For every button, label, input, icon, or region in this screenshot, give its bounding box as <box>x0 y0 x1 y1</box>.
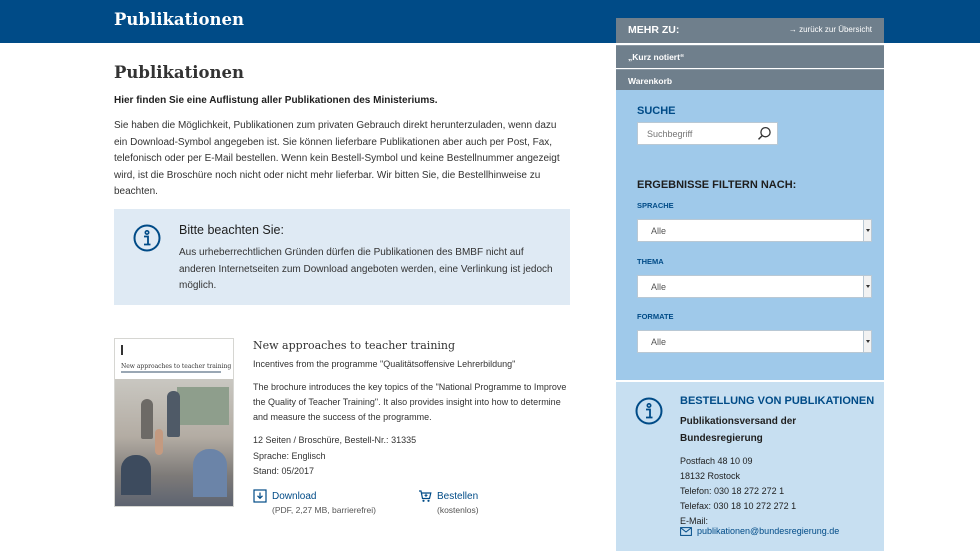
download-label[interactable]: Download <box>272 490 317 502</box>
sidebar-item-label[interactable]: „Kurz notiert“ <box>628 52 685 62</box>
mail-icon <box>680 527 692 536</box>
order-organization: Publikationsversand der Bundesregierung <box>680 416 797 444</box>
search-input[interactable] <box>638 123 754 144</box>
order-email-link[interactable] <box>680 526 839 536</box>
order-label[interactable]: Bestellen <box>437 490 479 502</box>
order-link[interactable] <box>418 489 479 515</box>
cover-person <box>167 391 180 437</box>
publication-meta <box>253 433 573 480</box>
lead-text: Hier finden Sie eine Auflistung aller Publikationen des Ministeriums. <box>114 95 438 106</box>
filter-heading: ERGEBNISSE FILTERN NACH: <box>637 179 797 191</box>
notice-title: Bitte beachten Sie: <box>179 223 284 237</box>
cover-raised-arm <box>155 429 163 455</box>
search-heading: SUCHE <box>637 105 676 117</box>
cover-subtitle-line <box>121 371 221 373</box>
notice-box <box>114 209 570 305</box>
order-fax: Telefax: 030 18 10 272 272 1 <box>680 501 797 511</box>
info-icon <box>635 397 663 425</box>
order-email-label: E-Mail: <box>680 516 709 526</box>
language-select[interactable] <box>637 219 872 242</box>
publication-description: The brochure introduces the key topics of the "National Programme to Improve the Quality of Teacher Training". It also provides insight into how to determine and measure the success of the programme. <box>253 382 567 422</box>
publication-cover-image[interactable] <box>114 338 234 507</box>
search-field <box>637 122 778 145</box>
dropdown-arrow-icon[interactable] <box>863 276 871 297</box>
select-value: Alle <box>651 226 667 236</box>
back-link-label[interactable]: zurück zur Übersicht <box>799 25 872 34</box>
download-note: (PDF, 2,27 MB, barrierefrei) <box>272 505 376 515</box>
cover-person <box>141 399 153 439</box>
select-value: Alle <box>651 337 667 347</box>
ministry-logo-icon <box>121 345 145 355</box>
download-icon <box>253 489 267 503</box>
search-icon[interactable] <box>757 126 772 141</box>
search-filter-box <box>616 90 884 380</box>
select-value: Alle <box>651 282 667 292</box>
order-address-line: 18132 Rostock <box>680 471 741 481</box>
order-address <box>680 454 880 529</box>
publication-meta-date: Stand: 05/2017 <box>253 466 315 476</box>
filter-label-thema: THEMA <box>637 257 664 266</box>
notice-text: Aus urheberrechtlichen Gründen dürfen die Publikationen des BMBF nicht auf anderen Internetseiten zum Download angeboten werden, eine Verlinkung ist jedoch möglich. <box>179 247 553 291</box>
publication-meta-pages: 12 Seiten / Broschüre, Bestell-Nr.: 31335 <box>253 435 417 445</box>
dropdown-arrow-icon[interactable] <box>863 220 871 241</box>
info-icon <box>133 224 161 252</box>
order-note: (kostenlos) <box>437 505 479 515</box>
cover-student <box>121 455 151 495</box>
order-title: BESTELLUNG VON PUBLIKATIONEN <box>680 395 875 407</box>
publication-title[interactable]: New approaches to teacher training <box>253 339 456 352</box>
format-select[interactable] <box>637 330 872 353</box>
publication-meta-language: Sprache: Englisch <box>253 450 326 461</box>
cover-header <box>115 339 234 379</box>
order-address-line: Postfach 48 10 09 <box>680 456 753 466</box>
publication-subtitle: Incentives from the programme "Qualitätsoffensive Lehrerbildung" <box>253 359 516 369</box>
site-title[interactable]: Publikationen <box>114 10 244 29</box>
order-info-box <box>616 382 884 551</box>
sidebar-item-kurz-notiert[interactable] <box>616 45 884 68</box>
sidebar-item-label[interactable]: Warenkorb <box>628 76 673 86</box>
dropdown-arrow-icon[interactable] <box>863 331 871 352</box>
mehr-zu-header <box>616 18 884 43</box>
cover-photo <box>115 379 234 507</box>
filter-label-formate: FORMATE <box>637 312 674 321</box>
cover-board <box>177 387 229 425</box>
cover-student <box>193 449 227 497</box>
cover-title: New approaches to teacher training <box>121 363 232 370</box>
sidebar-item-warenkorb[interactable] <box>616 69 884 92</box>
mehr-zu-title: MEHR ZU: <box>628 24 680 36</box>
intro-text: Sie haben die Möglichkeit, Publikationen zum privaten Gebrauch direkt herunterzuladen, wenn dazu ein Download-Symbol angegeben ist. Sie können lieferbare Publikationen aber auch per Post, Fax, telefonisch oder per E-Mail bestellen. Wenn kein Bestell-Symbol und keine Bestellnummer angezeigt wird, ist die Broschüre noch nicht oder nicht mehr lieferbar. Wir bitten Sie, die Bestellhinweise zu beachten. <box>114 120 560 197</box>
order-phone: Telefon: 030 18 272 272 1 <box>680 486 785 496</box>
filter-label-sprache: SPRACHE <box>637 201 674 210</box>
download-link[interactable] <box>253 489 376 515</box>
cart-icon <box>418 489 432 503</box>
back-to-overview-link[interactable] <box>789 25 872 34</box>
order-email[interactable]: publikationen@bundesregierung.de <box>697 526 840 536</box>
sidebar <box>616 18 884 551</box>
publication-actions <box>253 489 573 519</box>
page-title: Publikationen <box>114 63 244 82</box>
topic-select[interactable] <box>637 275 872 298</box>
arrow-right-icon: → <box>788 25 800 34</box>
